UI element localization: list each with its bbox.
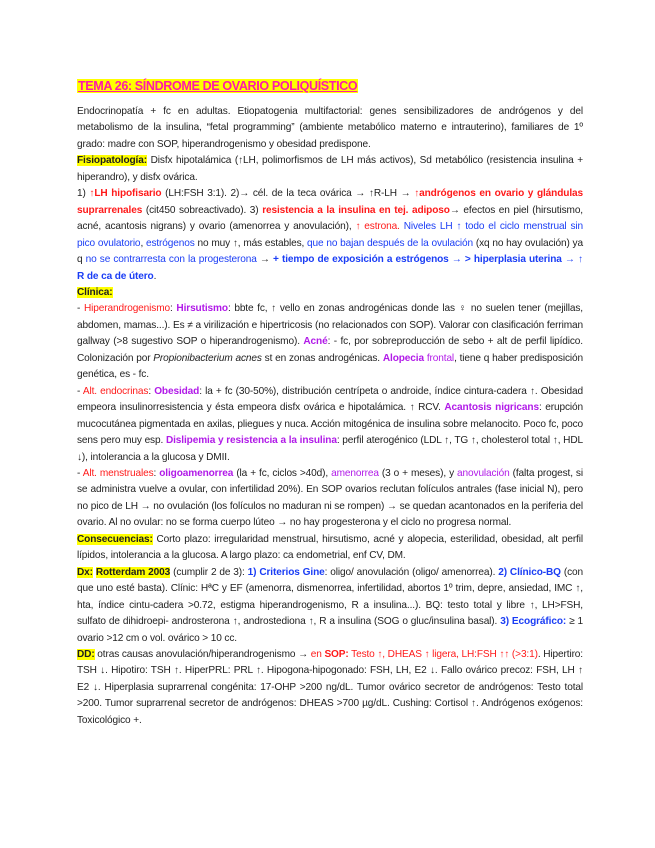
title-highlight: TEMA 26: SÍNDROME DE OVARIO POLIQUÍSTICO [78,79,358,93]
frontal: frontal [426,352,455,364]
anovulacion: anovulación [457,467,510,479]
dx-text: ≥ 1 ovario >12 cm o vol. ovárico > 10 cc. [77,616,584,644]
clinica-text: - [77,303,84,315]
dx-text: (con que uno esté basta). Clínic: HªC y EF (amenorra, dismenorrea, infertilidad, abortos 1º trim, depre, ansiedad, IMC ↑, hta, índice cintu-cadera >0.72, estigma hiperandrogenismo, R a insulina...). BQ: testo total y libre ↑, LH>FSH, sulfato de dihidroepi- androsterona ↑, androstediona ↑, R a insulina (SOG o gluc/insulina basal). [77,566,583,628]
acne: Acné [303,336,328,348]
clinica-text: : la + fc (30-50%), distribución centrípeta o androide, índice cintura-cadera ↑. Obesidad empeora insulinorresistencia y ésta empeora disfx ovárica e hipotalámica. ↑ RCV. [77,385,583,414]
clinica-text: (la + fc, ciclos >40d), [233,467,332,479]
criterios-gine: 1) Criterios Gine [247,566,325,578]
estrona: ↑ estrona. [355,221,400,233]
consecuencias-paragraph [77,532,583,565]
fisio-text: → efectos en piel (hirsutismo, acné, acantosis nigrans) y ovario (amenorrea y anovulación), [77,204,583,233]
clinica-text: st en zonas androgénicas. [261,352,383,364]
clinica-text: : erupción mucocutánea pigmentada en axilas, pliegues y nuca. Acción mitogénica de insulina sobre melanocito. Poco fc, poco sens pero muy esp. [77,402,583,447]
hiperandrogenismo: Hiperandrogenismo [83,303,171,315]
fisio-text: (xq no hay ovulación) ya q [77,237,583,266]
clinica-text: : perfil aterogénico (LDL ↑, TG ↑, cholesterol total ↑, HDL ↓), intolerancia a la glucosa y DMII. [77,435,584,463]
fisiopatologia-heading: Fisiopatología: [77,155,147,167]
fisio-text: (LH:FSH 3:1). 2)→ cél. de la teca ovárica → ↑R-LH → [161,188,415,200]
resistencia-insulina: resistencia a la insulina en tej. adiposo [262,204,450,216]
clinica-text: - [77,385,83,397]
estrogenos: estrógenos [145,237,195,249]
menstruales-paragraph [77,466,583,532]
clinica-text: : - fc, por sobreproducción de sebo + alt de perfil lipídico. Colonización por [77,336,583,364]
en-sop-prefix: en [310,648,325,660]
clinica-text: , tiene q haber predisposición genética, es - fc. [77,352,584,381]
progesterona: no se contrarresta con la progesterona [85,254,257,266]
clinica-text: : [170,303,177,315]
lh-hipofisario: ↑LH hipofisario [89,188,162,200]
fisiopatologia-paragraph [77,153,583,285]
androgenos-ovario: ↑andrógenos en ovario y glándulas suprarrenales [77,188,583,216]
fisio-text: . [153,270,157,282]
hiperandrogenismo-paragraph [77,301,583,383]
page-title [77,78,358,94]
dx-text: (cumplir 2 de 3): [170,566,248,578]
alt-endocrinas: Alt. endocrinas [82,385,149,397]
clinica-text: : [153,467,160,479]
clinico-bq: 2) Clínico-BQ [498,566,561,578]
dx-paragraph [77,565,583,647]
rotterdam-heading: Rotterdam 2003 [95,566,171,578]
obesidad: Obesidad [154,385,200,397]
clinica-text: - [77,467,83,479]
sop-values: Testo ↑, DHEAS ↑ ligera, LH:FSH ↑↑ (>3:1) [348,648,538,660]
dd-heading: DD: [77,648,95,660]
fisio-text: , [140,237,146,249]
alt-menstruales: Alt. menstruales [82,467,154,479]
document-body [77,104,583,729]
exposicion-estrogenos: + tiempo de exposición a estrógenos → > hiperplasia uterina → ↑ R de ca de útero [77,254,583,282]
clinica-text: : bbte fc, ↑ vello en zonas androgénicas donde las ♀ no suelen tener (mejillas, abdomen, mamas...). Es ≠ a virilización e hipertricosis (no relacionados con SOP). Valorar con clasificación ferriman gallway (>8 sugestivo SOP o hiperandrogenismo). [77,303,583,348]
sop-label: SOP: [324,648,349,660]
acantosis: Acantosis nigricans [444,402,539,414]
ecografico: 3) Ecográfico: [500,616,567,628]
fisio-text: 1) [77,188,90,200]
clinica-heading: Clínica: [77,286,113,298]
clinica-text: : [148,385,155,397]
propionibacterium: Propionibacterium acnes [153,352,262,364]
clinica-text: (3 o + meses), y [378,467,458,479]
fisio-text: Disfx hipotalámica (↑LH, polimorfismos de LH más activos), Sd metabólico (resistencia insulina + hiperandro), y disfx ovárica. [77,155,583,183]
clinica-heading-line [77,285,583,301]
fisio-text: (cit450 sobreactivado). 3) [142,204,263,216]
clinica-text: (falta progest, si se administra vuelve a ovular, con infertilidad 20%). En SOP ovarios reclutan folículos antrales (fase inicial N), pero no pico de LH → no ovulación (los folículos no maduran ni se rompen) → se quedan acantonados en la periferia del ovario. Al no ovular: no se forma cuerpo lúteo → no hay progesterona y el ciclo no progresa normal. [77,467,583,529]
fisio-text: → [256,254,274,266]
consecuencias-heading: Consecuencias: [77,533,153,545]
dx-heading: Dx: [77,566,93,578]
oligoamenorrea: oligoamenorrea [159,467,234,479]
hirsutismo: Hirsutismo [176,303,228,315]
amenorrea: amenorrea [331,467,379,479]
no-bajan: que no bajan después de la ovulación [307,237,474,249]
consecuencias-text: Corto plazo: irregularidad menstrual, hirsutismo, acné y alopecia, esterilidad, obesidad, alt perfil lípidos, intolerancia a la glucosa. A largo plazo: ca endometrial, enf CV, DM. [77,533,583,562]
alopecia: Alopecia [382,352,424,364]
dd-text: . Hipertiro: TSH ↓. Hipotiro: TSH ↑. HiperPRL: PRL ↑. Hipogona-hipogonado: FSH, LH, E2 ↓. Fallo ovárico precoz: FSH, LH ↑ E2 ↓. Hiperplasia suprarrenal congénita: 17-OHP >200 ng/dL. Tumor ovárico secretor de andrógenos: Testo total >200. Tumor suprarrenal secretor de andrógenos: DHEAS >700 µg/dL. Cushing: Cortisol ↑. Andrógenos exógenos: Toxicológico +. [77,648,583,726]
intro-paragraph: Endocrinopatía + fc en adultas. Etiopatogenia multifactorial: genes sensibilizadores de andrógenos y del metabolismo de la insulina, “fetal programming” (ambiente metabólico materno e intrauterino), familiares de 1º grado: madre con SOP, hiperandrogenismo y obesidad predispone. [77,106,583,150]
dx-text: : oligo/ anovulación (oligo/ amenorrea). [324,566,499,578]
fisio-text: no muy ↑, más estables, [194,237,308,249]
dd-text: otras causas anovulación/hiperandrogenismo → [94,648,311,660]
dd-paragraph [77,647,583,729]
dislipemia: Dislipemia y resistencia a la insulina [165,435,337,447]
endocrinas-paragraph [77,384,583,466]
niveles-lh: Niveles LH ↑ todo el ciclo menstrual sin pico ovulatorio [77,221,584,249]
